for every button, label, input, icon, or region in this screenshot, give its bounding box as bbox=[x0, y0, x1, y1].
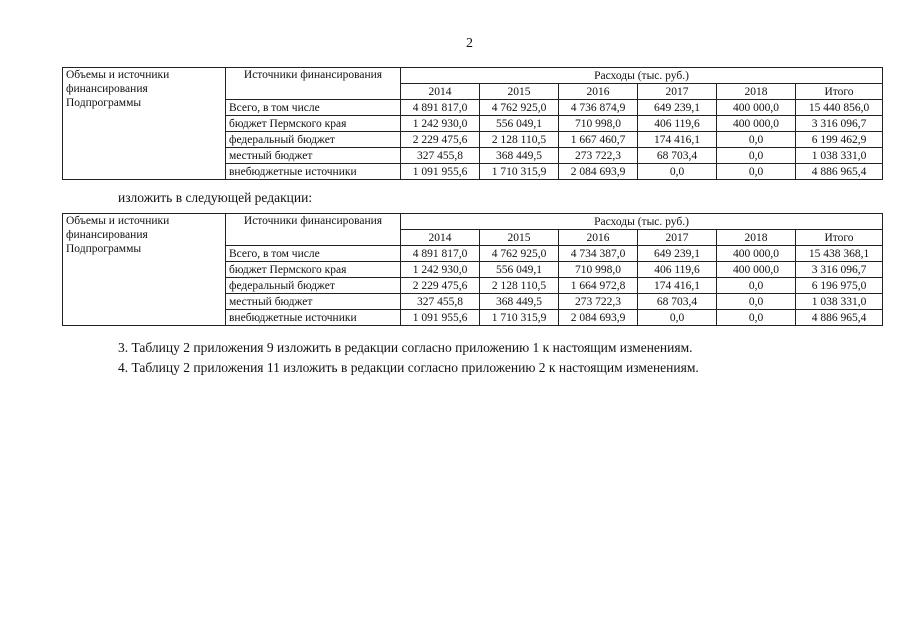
year-header: 2015 bbox=[480, 84, 559, 100]
row-label: бюджет Пермского края bbox=[226, 262, 401, 278]
amount-cell: 6 199 462,9 bbox=[796, 132, 883, 148]
financing-table-after bbox=[62, 213, 883, 326]
amount-cell: 0,0 bbox=[638, 164, 717, 180]
amount-cell: 406 119,6 bbox=[638, 116, 717, 132]
amount-cell: 406 119,6 bbox=[638, 262, 717, 278]
header-row bbox=[63, 214, 883, 230]
amount-cell: 2 128 110,5 bbox=[480, 132, 559, 148]
paragraph-item-4: 4. Таблицу 2 приложения 11 изложить в редакции согласно приложению 2 к настоящим изменениям. bbox=[118, 360, 699, 375]
amount-cell: 4 891 817,0 bbox=[401, 100, 480, 116]
amount-cell: 0,0 bbox=[717, 278, 796, 294]
year-header: 2017 bbox=[638, 230, 717, 246]
amount-cell: 3 316 096,7 bbox=[796, 262, 883, 278]
amount-cell: 273 722,3 bbox=[559, 148, 638, 164]
amount-cell: 1 091 955,6 bbox=[401, 310, 480, 326]
amount-cell: 327 455,8 bbox=[401, 294, 480, 310]
amount-cell: 4 886 965,4 bbox=[796, 310, 883, 326]
page-number: 2 bbox=[466, 36, 473, 51]
amount-cell: 4 886 965,4 bbox=[796, 164, 883, 180]
amount-cell: 6 196 975,0 bbox=[796, 278, 883, 294]
amount-cell: 0,0 bbox=[638, 310, 717, 326]
amount-cell: 400 000,0 bbox=[717, 262, 796, 278]
amount-cell: 1 091 955,6 bbox=[401, 164, 480, 180]
expenses-header: Расходы (тыс. руб.) bbox=[401, 68, 883, 84]
amount-cell: 368 449,5 bbox=[480, 294, 559, 310]
amount-cell: 0,0 bbox=[717, 148, 796, 164]
amount-cell: 15 438 368,1 bbox=[796, 246, 883, 262]
amount-cell: 1 667 460,7 bbox=[559, 132, 638, 148]
row-label: местный бюджет bbox=[226, 294, 401, 310]
year-header: Итого bbox=[796, 84, 883, 100]
amount-cell: 556 049,1 bbox=[480, 116, 559, 132]
amount-cell: 1 710 315,9 bbox=[480, 310, 559, 326]
row-label: бюджет Пермского края bbox=[226, 116, 401, 132]
row-label: федеральный бюджет bbox=[226, 132, 401, 148]
amount-cell: 368 449,5 bbox=[480, 148, 559, 164]
amount-cell: 710 998,0 bbox=[559, 262, 638, 278]
amount-cell: 400 000,0 bbox=[717, 116, 796, 132]
amount-cell: 4 762 925,0 bbox=[480, 246, 559, 262]
amount-cell: 710 998,0 bbox=[559, 116, 638, 132]
year-header: 2017 bbox=[638, 84, 717, 100]
amount-cell: 0,0 bbox=[717, 294, 796, 310]
amount-cell: 649 239,1 bbox=[638, 100, 717, 116]
amount-cell: 1 664 972,8 bbox=[559, 278, 638, 294]
year-header: 2016 bbox=[559, 84, 638, 100]
amount-cell: 174 416,1 bbox=[638, 278, 717, 294]
row-label: местный бюджет bbox=[226, 148, 401, 164]
amount-cell: 1 710 315,9 bbox=[480, 164, 559, 180]
amount-cell: 327 455,8 bbox=[401, 148, 480, 164]
year-header: 2014 bbox=[401, 84, 480, 100]
row-label: федеральный бюджет bbox=[226, 278, 401, 294]
amount-cell: 174 416,1 bbox=[638, 132, 717, 148]
amount-cell: 4 734 387,0 bbox=[559, 246, 638, 262]
year-header: Итого bbox=[796, 230, 883, 246]
amount-cell: 4 762 925,0 bbox=[480, 100, 559, 116]
amount-cell: 2 229 475,6 bbox=[401, 132, 480, 148]
amount-cell: 556 049,1 bbox=[480, 262, 559, 278]
amount-cell: 400 000,0 bbox=[717, 246, 796, 262]
year-header: 2018 bbox=[717, 84, 796, 100]
amount-cell: 1 038 331,0 bbox=[796, 294, 883, 310]
amount-cell: 400 000,0 bbox=[717, 100, 796, 116]
amount-cell: 3 316 096,7 bbox=[796, 116, 883, 132]
header-row bbox=[63, 68, 883, 84]
sources-header: Источники финансирования bbox=[226, 68, 401, 100]
table-description: Объемы и источники финансирования Подпрограммы bbox=[63, 214, 226, 326]
sources-header: Источники финансирования bbox=[226, 214, 401, 246]
amount-cell: 4 736 874,9 bbox=[559, 100, 638, 116]
amount-cell: 0,0 bbox=[717, 164, 796, 180]
expenses-header: Расходы (тыс. руб.) bbox=[401, 214, 883, 230]
paragraph-item-3: 3. Таблицу 2 приложения 9 изложить в редакции согласно приложению 1 к настоящим изменениям. bbox=[118, 340, 693, 355]
row-label: внебюджетные источники bbox=[226, 164, 401, 180]
row-label: Всего, в том числе bbox=[226, 246, 401, 262]
amount-cell: 2 128 110,5 bbox=[480, 278, 559, 294]
amount-cell: 68 703,4 bbox=[638, 294, 717, 310]
amount-cell: 273 722,3 bbox=[559, 294, 638, 310]
amount-cell: 0,0 bbox=[717, 132, 796, 148]
row-label: внебюджетные источники bbox=[226, 310, 401, 326]
row-label: Всего, в том числе bbox=[226, 100, 401, 116]
year-header: 2014 bbox=[401, 230, 480, 246]
amount-cell: 649 239,1 bbox=[638, 246, 717, 262]
amount-cell: 2 084 693,9 bbox=[559, 164, 638, 180]
year-header: 2015 bbox=[480, 230, 559, 246]
year-header: 2016 bbox=[559, 230, 638, 246]
year-header: 2018 bbox=[717, 230, 796, 246]
amount-cell: 68 703,4 bbox=[638, 148, 717, 164]
amount-cell: 4 891 817,0 bbox=[401, 246, 480, 262]
amount-cell: 1 242 930,0 bbox=[401, 262, 480, 278]
amount-cell: 1 038 331,0 bbox=[796, 148, 883, 164]
amount-cell: 15 440 856,0 bbox=[796, 100, 883, 116]
amount-cell: 1 242 930,0 bbox=[401, 116, 480, 132]
financing-table-before bbox=[62, 67, 883, 180]
amount-cell: 2 229 475,6 bbox=[401, 278, 480, 294]
intro-paragraph: изложить в следующей редакции: bbox=[118, 190, 313, 205]
amount-cell: 0,0 bbox=[717, 310, 796, 326]
amount-cell: 2 084 693,9 bbox=[559, 310, 638, 326]
table-description: Объемы и источники финансирования Подпрограммы bbox=[63, 68, 226, 180]
